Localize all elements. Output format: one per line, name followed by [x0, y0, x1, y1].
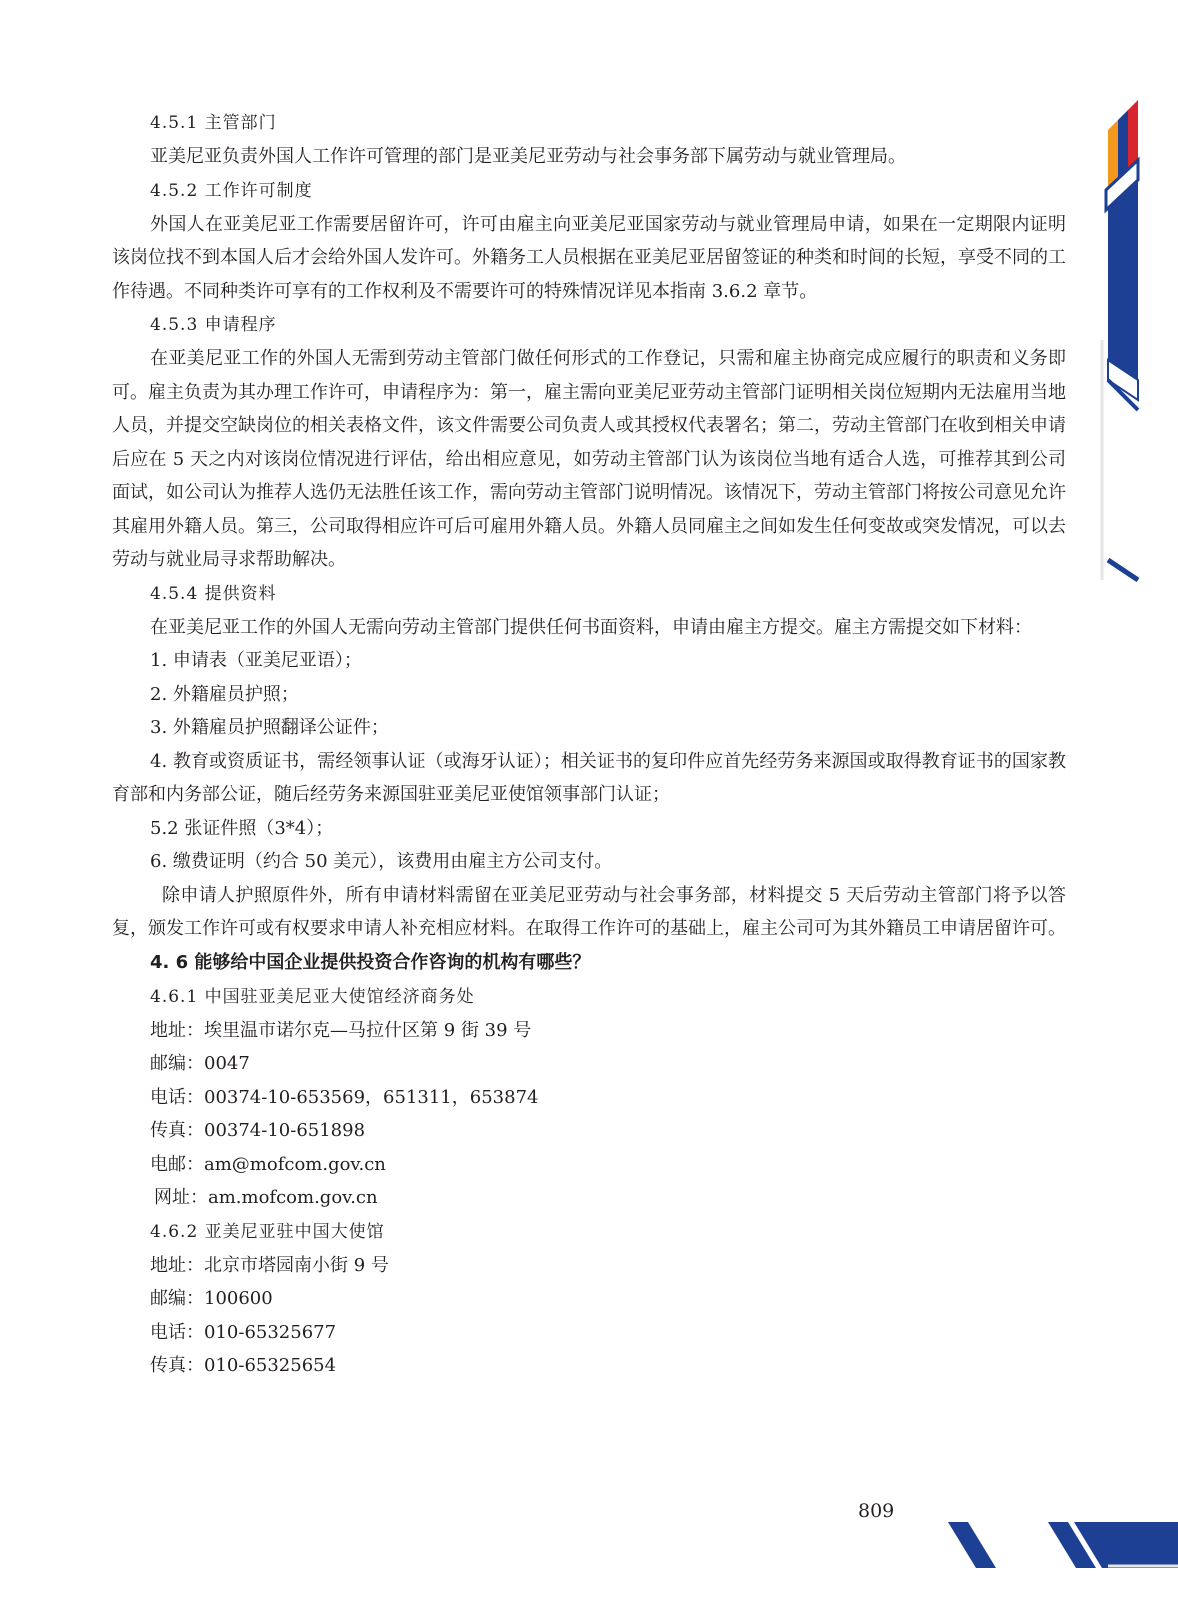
list-item: 3. 外籍雇员护照翻译公证件；	[150, 717, 389, 738]
section-4-5-1-heading: 4.5.1 主管部门	[150, 113, 277, 133]
armenian-embassy-postcode: 邮编：100600	[150, 1288, 273, 1309]
embassy-commerce-address: 地址：埃里温市诺尔克—马拉什区第 9 街 39 号	[150, 1019, 532, 1041]
section-4-5-2-heading: 4.5.2 工作许可制度	[150, 180, 313, 201]
section-4-5-4-heading: 4.5.4 提供资料	[150, 583, 277, 604]
embassy-commerce-phone: 电话：00374-10-653569，651311，653874	[150, 1086, 539, 1108]
list-item: 6. 缴费证明（约合 50 美元），该费用由雇主方公司支付。	[150, 851, 613, 872]
list-item: 1. 申请表（亚美尼亚语）；	[150, 650, 362, 671]
embassy-commerce-website: 网址：am.mofcom.gov.cn	[154, 1187, 378, 1208]
section-4-5-4-closing: 除申请人护照原件外，所有申请材料需留在亚美尼亚劳动与社会事务部，材料提交 5 天后劳动主管部门将予以答复，颁发工作许可或有权要求申请人补充相应材料。在取得工作许可的基础上，雇主公司可为其外籍员工申请居留许可。	[112, 884, 1066, 939]
section-4-5-3-heading: 4.5.3 申请程序	[150, 315, 277, 335]
page-number: 809	[858, 1500, 895, 1522]
armenian-embassy-phone: 电话：010-65325677	[150, 1321, 337, 1343]
embassy-commerce-fax: 传真：00374-10-651898	[150, 1120, 366, 1141]
section-4-6-heading: 4. 6 能够给中国企业提供投资合作咨询的机构有哪些？	[150, 951, 591, 973]
decorative-stripes-bottom	[938, 1520, 1178, 1570]
section-4-5-3-paragraph: 在亚美尼亚工作的外国人无需到劳动主管部门做任何形式的工作登记，只需和雇主协商完成应履行的职责和义务即可。雇主负责为其办理工作许可，申请程序为：第一，雇主需向亚美尼亚劳动主管部门证明相关岗位短期内无法雇用当地人员，并提交空缺岗位的相关表格文件，该文件需要公司负责人或其授权代表署名；第二，劳动主管部门在收到相关申请后应在 5 天之内对该岗位情况进行评估，给出相应意见，如劳动主管部门认为该岗位当地有适合人选，可推荐其到公司面试，如公司认为推荐人选仍无法胜任该工作，需向劳动主管部门说明情况。该情况下，劳动主管部门将按公司意见允许其雇用外籍人员。第三，公司取得相应许可后可雇用外籍人员。外籍人员同雇主之间如发生任何变故或突发情况，可以去劳动与就业局寻求帮助解决。	[112, 348, 1066, 570]
list-item: 2. 外籍雇员护照；	[150, 683, 299, 705]
section-4-5-4-intro: 在亚美尼亚工作的外国人无需向劳动主管部门提供任何书面资料，申请由雇主方提交。雇主方需提交如下材料：	[150, 616, 1032, 638]
list-item: 5.2 张证件照（3*4）；	[150, 817, 334, 839]
section-4-5-1-paragraph: 亚美尼亚负责外国人工作许可管理的部门是亚美尼亚劳动与社会事务部下属劳动与就业管理局。	[150, 146, 906, 167]
embassy-commerce-email: 电邮：am@mofcom.gov.cn	[150, 1153, 386, 1175]
decorative-ribbon-right	[1098, 80, 1178, 600]
section-4-6-2-heading: 4.6.2 亚美尼亚驻中国大使馆	[150, 1221, 385, 1242]
embassy-commerce-postcode: 邮编：0047	[150, 1053, 250, 1074]
section-4-6-1-heading: 4.6.1 中国驻亚美尼亚大使馆经济商务处	[150, 986, 475, 1007]
list-item: 4. 教育或资质证书，需经领事认证（或海牙认证）；相关证书的复印件应首先经劳务来源国或取得教育证书的国家教育部和内务部公证，随后经劳务来源国驻亚美尼亚使馆领事部门认证；	[112, 750, 1066, 805]
section-4-5-2-paragraph: 外国人在亚美尼亚工作需要居留许可，许可由雇主向亚美尼亚国家劳动与就业管理局申请，如果在一定期限内证明该岗位找不到本国人后才会给外国人发许可。外籍务工人员根据在亚美尼亚居留签证的种类和时间的长短，享受不同的工作待遇。不同种类许可享有的工作权利及不需要许可的特殊情况详见本指南 3.6.2 章节。	[112, 213, 1066, 302]
armenian-embassy-address: 地址：北京市塔园南小街 9 号	[150, 1254, 389, 1276]
armenian-embassy-fax: 传真：010-65325654	[150, 1355, 337, 1376]
page-content	[112, 106, 1066, 1383]
